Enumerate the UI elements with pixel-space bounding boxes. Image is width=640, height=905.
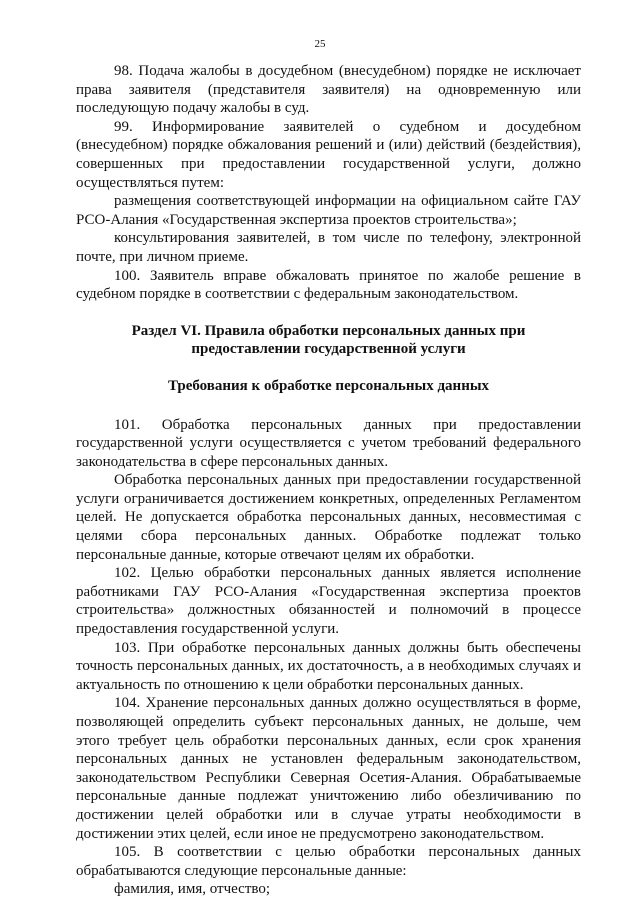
section-subtitle: Требования к обработке персональных данных [167,377,490,394]
paragraph-105-item-name: фамилия, имя, отчество; [114,881,271,898]
paragraph-100: 100. Заявитель вправе обжаловать принятое по жалобе решение в судебном порядке в соответствии с федеральным законодательством. [76,267,581,303]
paragraph-104: 104. Хранение персональных данных должно осуществляться в форме, позволяющей определить субъект персональных данных, не дольше, чем этого требует цель обработки персональных данных, если срок хранения персональных данных не установлен федеральным законодательством, законодательством Республики Северная Осетия-Алания. Обрабатываемые персональные данные подлежат уничтожению либо обезличиванию по достижении целей обработки или в случае утраты необходимости в достижении этих целей, если иное не предусмотрено законодательством. [76,695,581,842]
paragraph-98: 98. Подача жалобы в досудебном (внесудебном) порядке не исключает права заявителя (представителя заявителя) на одновременную или последующую подачу жалобы в суд. [76,63,581,117]
paragraph-105: 105. В соответствии с целью обработки персональных данных обрабатываются следующие персональные данные: [76,844,581,879]
page-number: 25 [314,38,326,50]
paragraph-99: 99. Информирование заявителей о судебном и досудебном (внесудебном) порядке обжалования решений и (или) действий (бездействия), совершенных при предоставлении государственной услуги, должно осуществляться путем: [76,118,581,191]
section-title: Раздел VI. Правила обработки персональных данных при предоставлении государственной услуги [131,322,526,358]
paragraph-102: 102. Целью обработки персональных данных является исполнение работниками ГАУ РСО-Алания «Государственная экспертиза проектов строительства» должностных обязанностей и полномочий в процессе предоставления государственной услуги. [76,565,581,638]
paragraph-99-item-website: размещения соответствующей информации на официальном сайте ГАУ РСО-Алания «Государственная экспертиза проектов строительства»; [76,193,581,228]
paragraph-101-continued: Обработка персональных данных при предоставлении государственной услуги ограничивается достижением конкретных, определенных Регламентом целей. Не допускается обработка персональных данных, несовместимая с целями сбора персональных данных. Обработке подлежат только персональные данные, которые отвечают целям их обработки. [76,472,581,563]
paragraph-103: 103. При обработке персональных данных должны быть обеспечены точность персональных данных, их достаточность, а в необходимых случаях и актуальность по отношению к цели обработки персональных данных. [76,639,581,693]
paragraph-99-item-consulting: консультирования заявителей, в том числе по телефону, электронной почте, при личном приеме. [76,230,581,265]
paragraph-101: 101. Обработка персональных данных при предоставлении государственной услуги осуществляется с учетом требований федерального законодательства в сфере персональных данных. [76,416,581,470]
page-body [76,62,581,899]
